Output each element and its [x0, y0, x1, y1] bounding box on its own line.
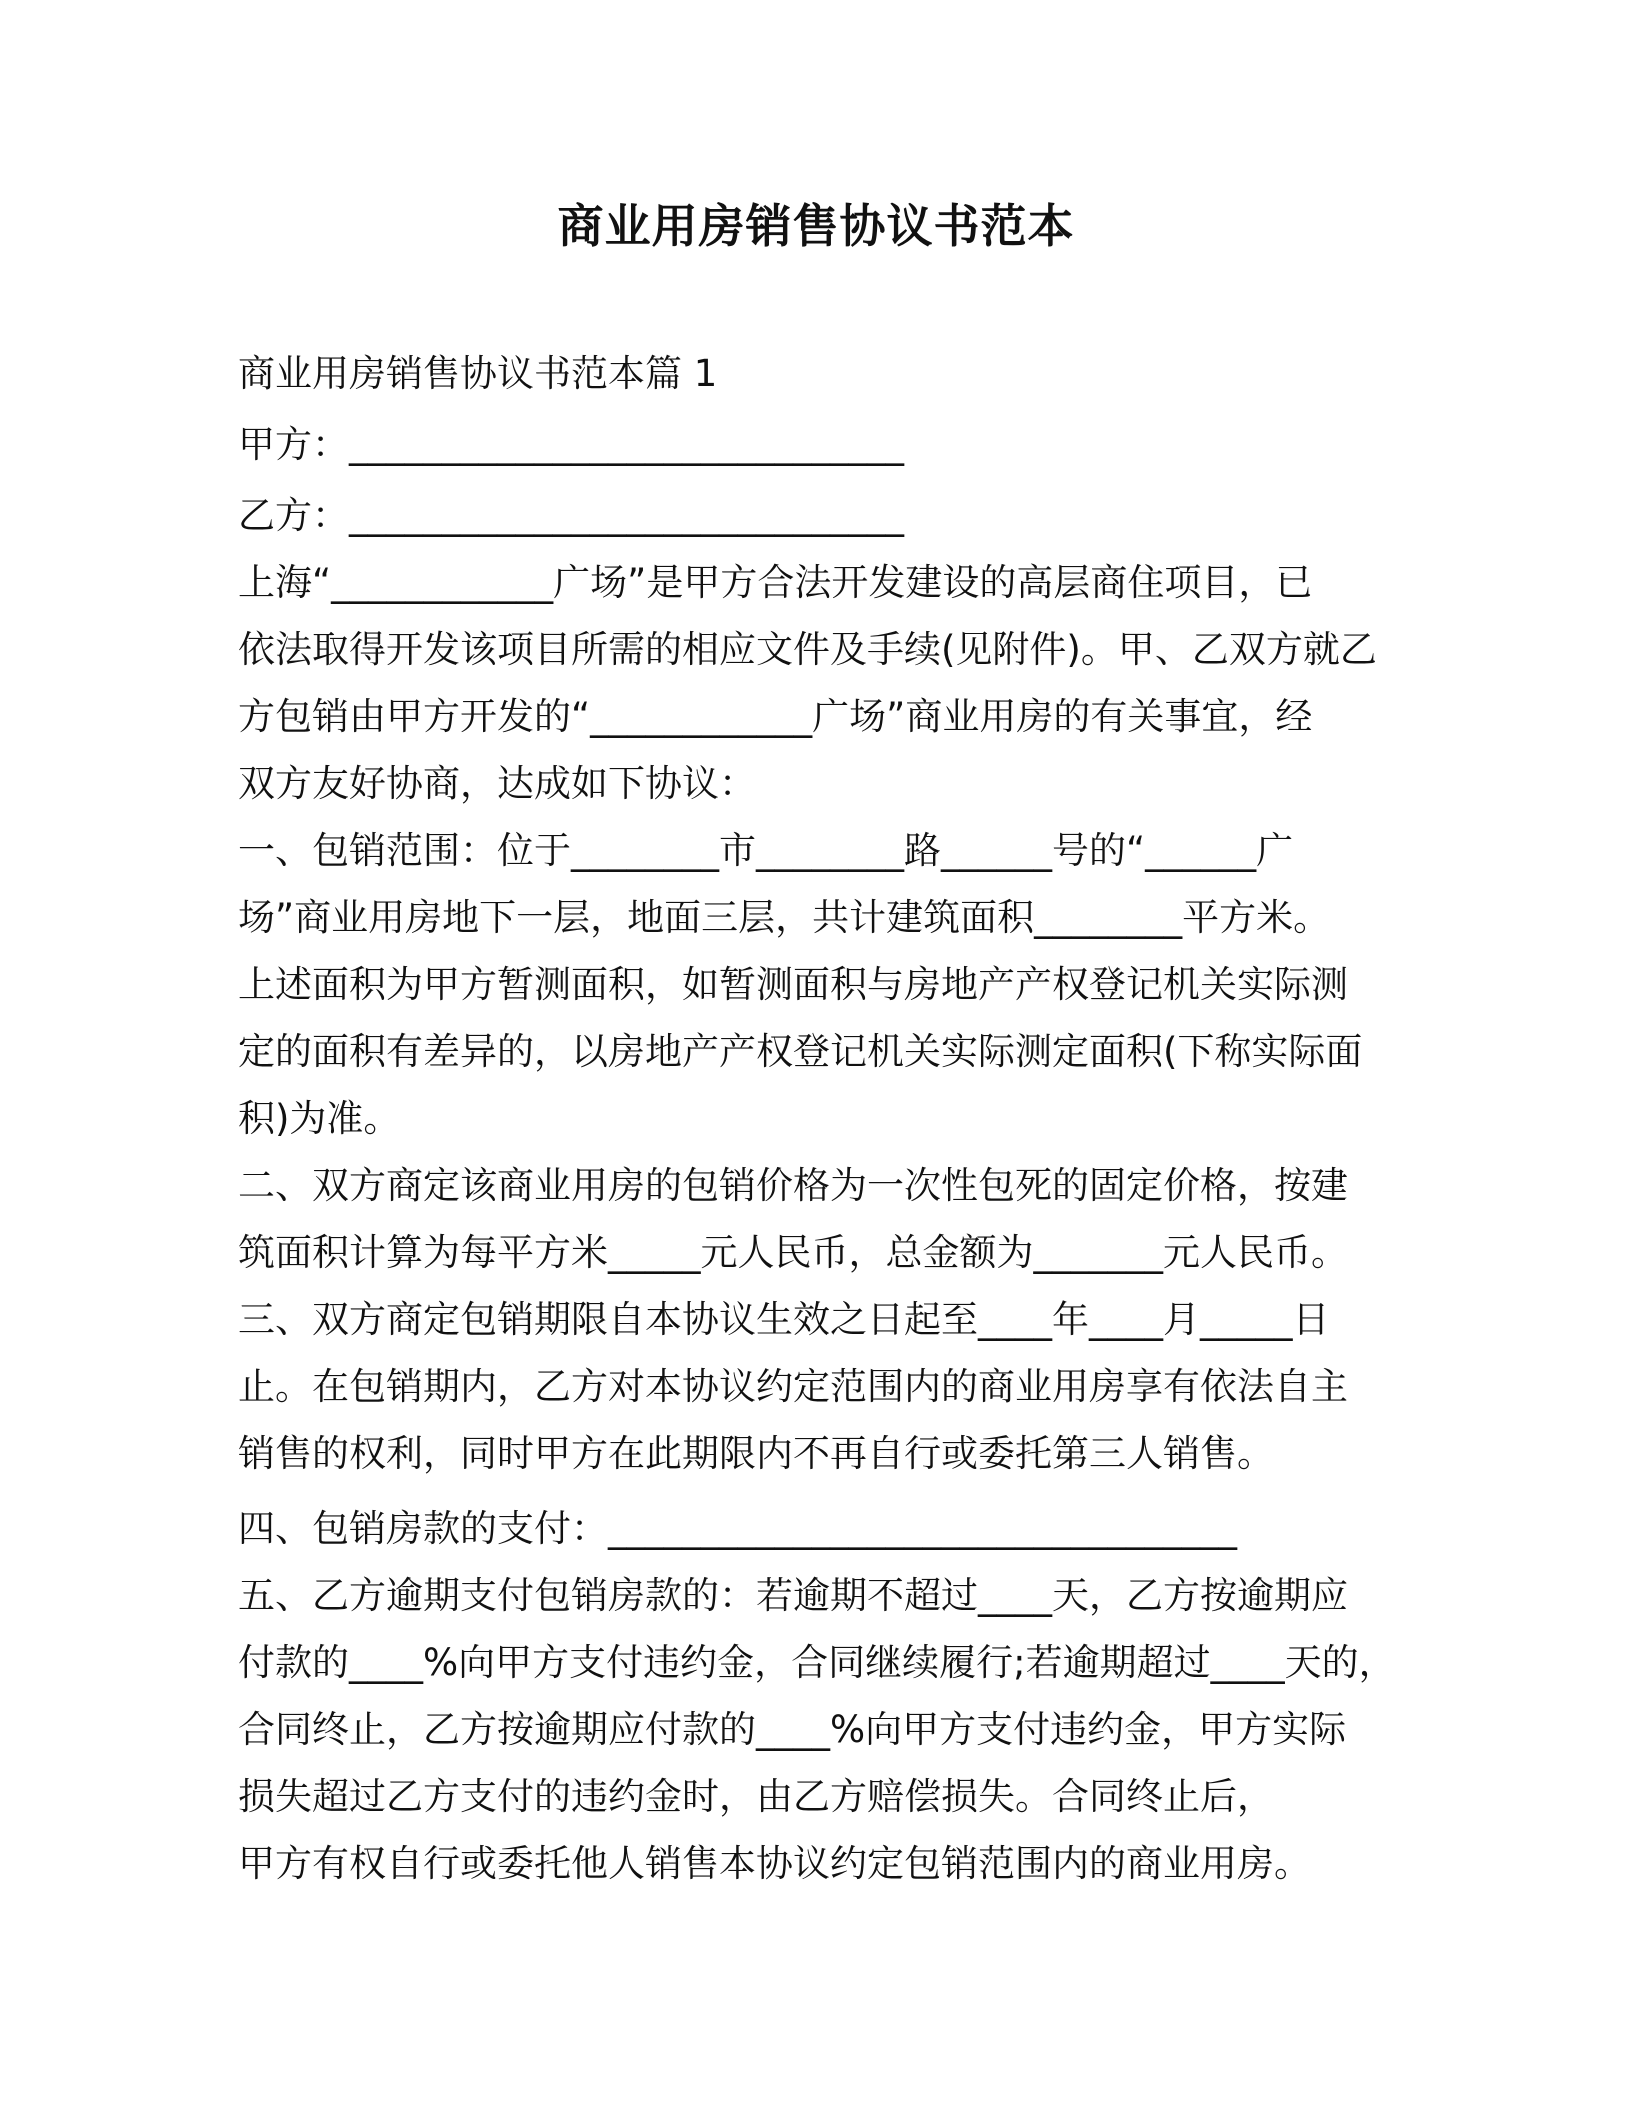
paragraph-line: 上海“____________广场”是甲方合法开发建设的高层商住项目，已 [238, 561, 1313, 604]
clause-3-line: 止。在包销期内，乙方对本协议约定范围内的商业用房享有依法自主 [238, 1365, 1348, 1408]
paragraph-line: 双方友好协商，达成如下协议： [238, 762, 756, 805]
document-title: 商业用房销售协议书范本 [557, 199, 1075, 253]
clause-1-line: 一、包销范围：位于________市________路______号的“______广 [238, 829, 1294, 872]
clause-2-line: 筑面积计算为每平方米_____元人民币，总金额为_______元人民币。 [238, 1231, 1348, 1274]
clause-1-line: 积)为准。 [238, 1097, 401, 1140]
party-b-line: 乙方：______________________________ [238, 494, 904, 537]
party-a-line: 甲方：______________________________ [238, 423, 904, 466]
clause-2-line: 二、双方商定该商业用房的包销价格为一次性包死的固定价格，按建 [238, 1164, 1348, 1207]
clause-4-line: 四、包销房款的支付：__________________________________ [238, 1507, 1237, 1550]
paragraph-line: 方包销由甲方开发的“____________广场”商业用房的有关事宜，经 [238, 695, 1313, 738]
clause-1-line: 场”商业用房地下一层，地面三层，共计建筑面积________平方米。 [238, 896, 1331, 939]
clause-5-line: 五、乙方逾期支付包销房款的：若逾期不超过____天，乙方按逾期应 [238, 1574, 1348, 1617]
clause-5-line: 付款的____%向甲方支付违约金，合同继续履行;若逾期超过____天的， [238, 1641, 1396, 1684]
clause-5-line: 甲方有权自行或委托他人销售本协议约定包销范围内的商业用房。 [238, 1842, 1311, 1885]
clause-1-line: 定的面积有差异的，以房地产产权登记机关实际测定面积(下称实际面 [238, 1030, 1363, 1073]
clause-5-line: 合同终止，乙方按逾期应付款的____%向甲方支付违约金，甲方实际 [238, 1708, 1347, 1751]
clause-5-line: 损失超过乙方支付的违约金时，由乙方赔偿损失。合同终止后， [238, 1775, 1274, 1818]
paragraph-line: 依法取得开发该项目所需的相应文件及手续(见附件)。甲、乙双方就乙 [238, 628, 1377, 671]
document-body [238, 340, 1418, 1897]
section-heading: 商业用房销售协议书范本篇 1 [238, 352, 718, 395]
clause-1-line: 上述面积为甲方暂测面积，如暂测面积与房地产产权登记机关实际测 [238, 963, 1348, 1006]
clause-3-line: 三、双方商定包销期限自本协议生效之日起至____年____月_____日 [238, 1298, 1330, 1341]
clause-3-line: 销售的权利，同时甲方在此期限内不再自行或委托第三人销售。 [238, 1432, 1274, 1475]
